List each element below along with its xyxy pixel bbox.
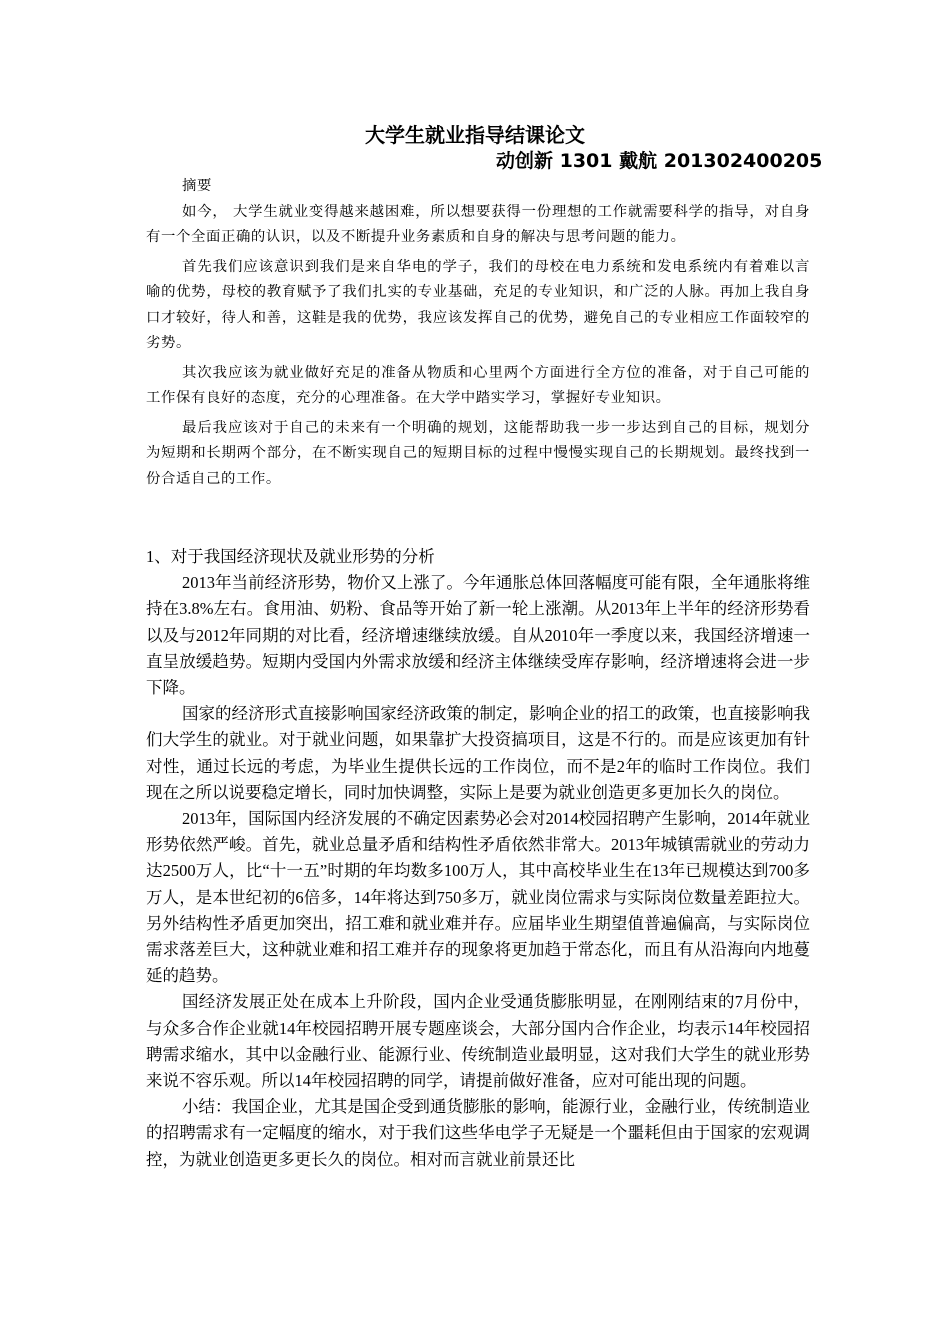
document-title: 大学生就业指导结课论文 <box>365 123 585 147</box>
body-paragraph: 2013年，国际国内经济发展的不确定因素势必会对2014校园招聘产生影响，2014年就业形势依然严峻。首先，就业总量矛盾和结构性矛盾依然非常大。2013年城镇需就业的劳动力达2500万人，比“十一五”时期的年均数多100万人，其中高校毕业生在13年已规模达到700多万人，是本世纪初的6倍多，14年将达到750多万，就业岗位需求与实际岗位数量差距拉大。另外结构性矛盾更加突出，招工难和就业难并存。应届毕业生期望值普遍偏高，与实际岗位需求落差巨大，这种就业难和招工难并存的现象将更加趋于常态化，而且有从沿海向内地蔓延的趋势。 <box>146 809 810 986</box>
abstract-section <box>146 174 810 496</box>
abstract-heading: 摘要 <box>182 178 212 194</box>
section-heading: 1、对于我国经济现状及就业形势的分析 <box>146 547 435 566</box>
abstract-paragraph: 其次我应该为就业做好充足的准备从物质和心里两个方面进行全方位的准备，对于自己可能的工作保有良好的态度，充分的心理准备。在大学中踏实学习，掌握好专业知识。 <box>146 364 810 406</box>
body-paragraph: 2013年当前经济形势，物价又上涨了。今年通胀总体回落幅度可能有限，全年通胀将维持在3.8%左右。食用油、奶粉、食品等开始了新一轮上涨潮。从2013年上半年的经济形势看以及与2012年同期的对比看，经济增速继续放缓。自从2010年一季度以来，我国经济增速一直呈放缓趋势。短期内受国内外需求放缓和经济主体继续受库存影响，经济增速将会进一步下降。 <box>146 573 810 698</box>
author-line: 动创新 1301 戴航 201302400205 <box>496 150 823 172</box>
body-paragraph: 国经济发展正处在成本上升阶段，国内企业受通货膨胀明显，在刚刚结束的7月份中，与众多合作企业就14年校园招聘开展专题座谈会，大部分国内合作企业，均表示14年校园招聘需求缩水，其中以金融行业、能源行业、传统制造业最明显，这对我们大学生的就业形势来说不容乐观。所以14年校园招聘的同学，请提前做好准备，应对可能出现的问题。 <box>146 992 810 1091</box>
section-economy-analysis <box>146 544 810 1173</box>
abstract-paragraph: 首先我们应该意识到我们是来自华电的学子，我们的母校在电力系统和发电系统内有着难以言喻的优势，母校的教育赋予了我们扎实的专业基础，充足的专业知识，和广泛的人脉。再加上我自身口才较好，待人和善，这鞋是我的优势，我应该发挥自己的优势，避免自己的专业相应工作面较窄的劣势。 <box>146 258 810 351</box>
body-paragraph: 国家的经济形式直接影响国家经济政策的制定，影响企业的招工的政策，也直接影响我们大学生的就业。对于就业问题，如果靠扩大投资搞项目，这是不行的。而是应该更加有针对性，通过长远的考虑，为毕业生提供长远的工作岗位，而不是2年的临时工作岗位。我们现在之所以说要稳定增长，同时加快调整，实际上是要为就业创造更多更加长久的岗位。 <box>146 704 810 802</box>
abstract-paragraph: 最后我应该对于自己的未来有一个明确的规划，这能帮助我一步一步达到自己的目标，规划分为短期和长期两个部分，在不断实现自己的短期目标的过程中慢慢实现自己的长期规划。最终找到一份合适自己的工作。 <box>146 419 810 487</box>
abstract-paragraph: 如今， 大学生就业变得越来越困难，所以想要获得一份理想的工作就需要科学的指导，对自身有一个全面正确的认识，以及不断提升业务素质和自身的解决与思考问题的能力。 <box>146 203 810 245</box>
body-paragraph: 小结：我国企业，尤其是国企受到通货膨胀的影响，能源行业，金融行业，传统制造业的招聘需求有一定幅度的缩水，对于我们这些华电学子无疑是一个噩耗但由于国家的宏观调控，为就业创造更多更长久的岗位。相对而言就业前景还比 <box>146 1097 810 1169</box>
